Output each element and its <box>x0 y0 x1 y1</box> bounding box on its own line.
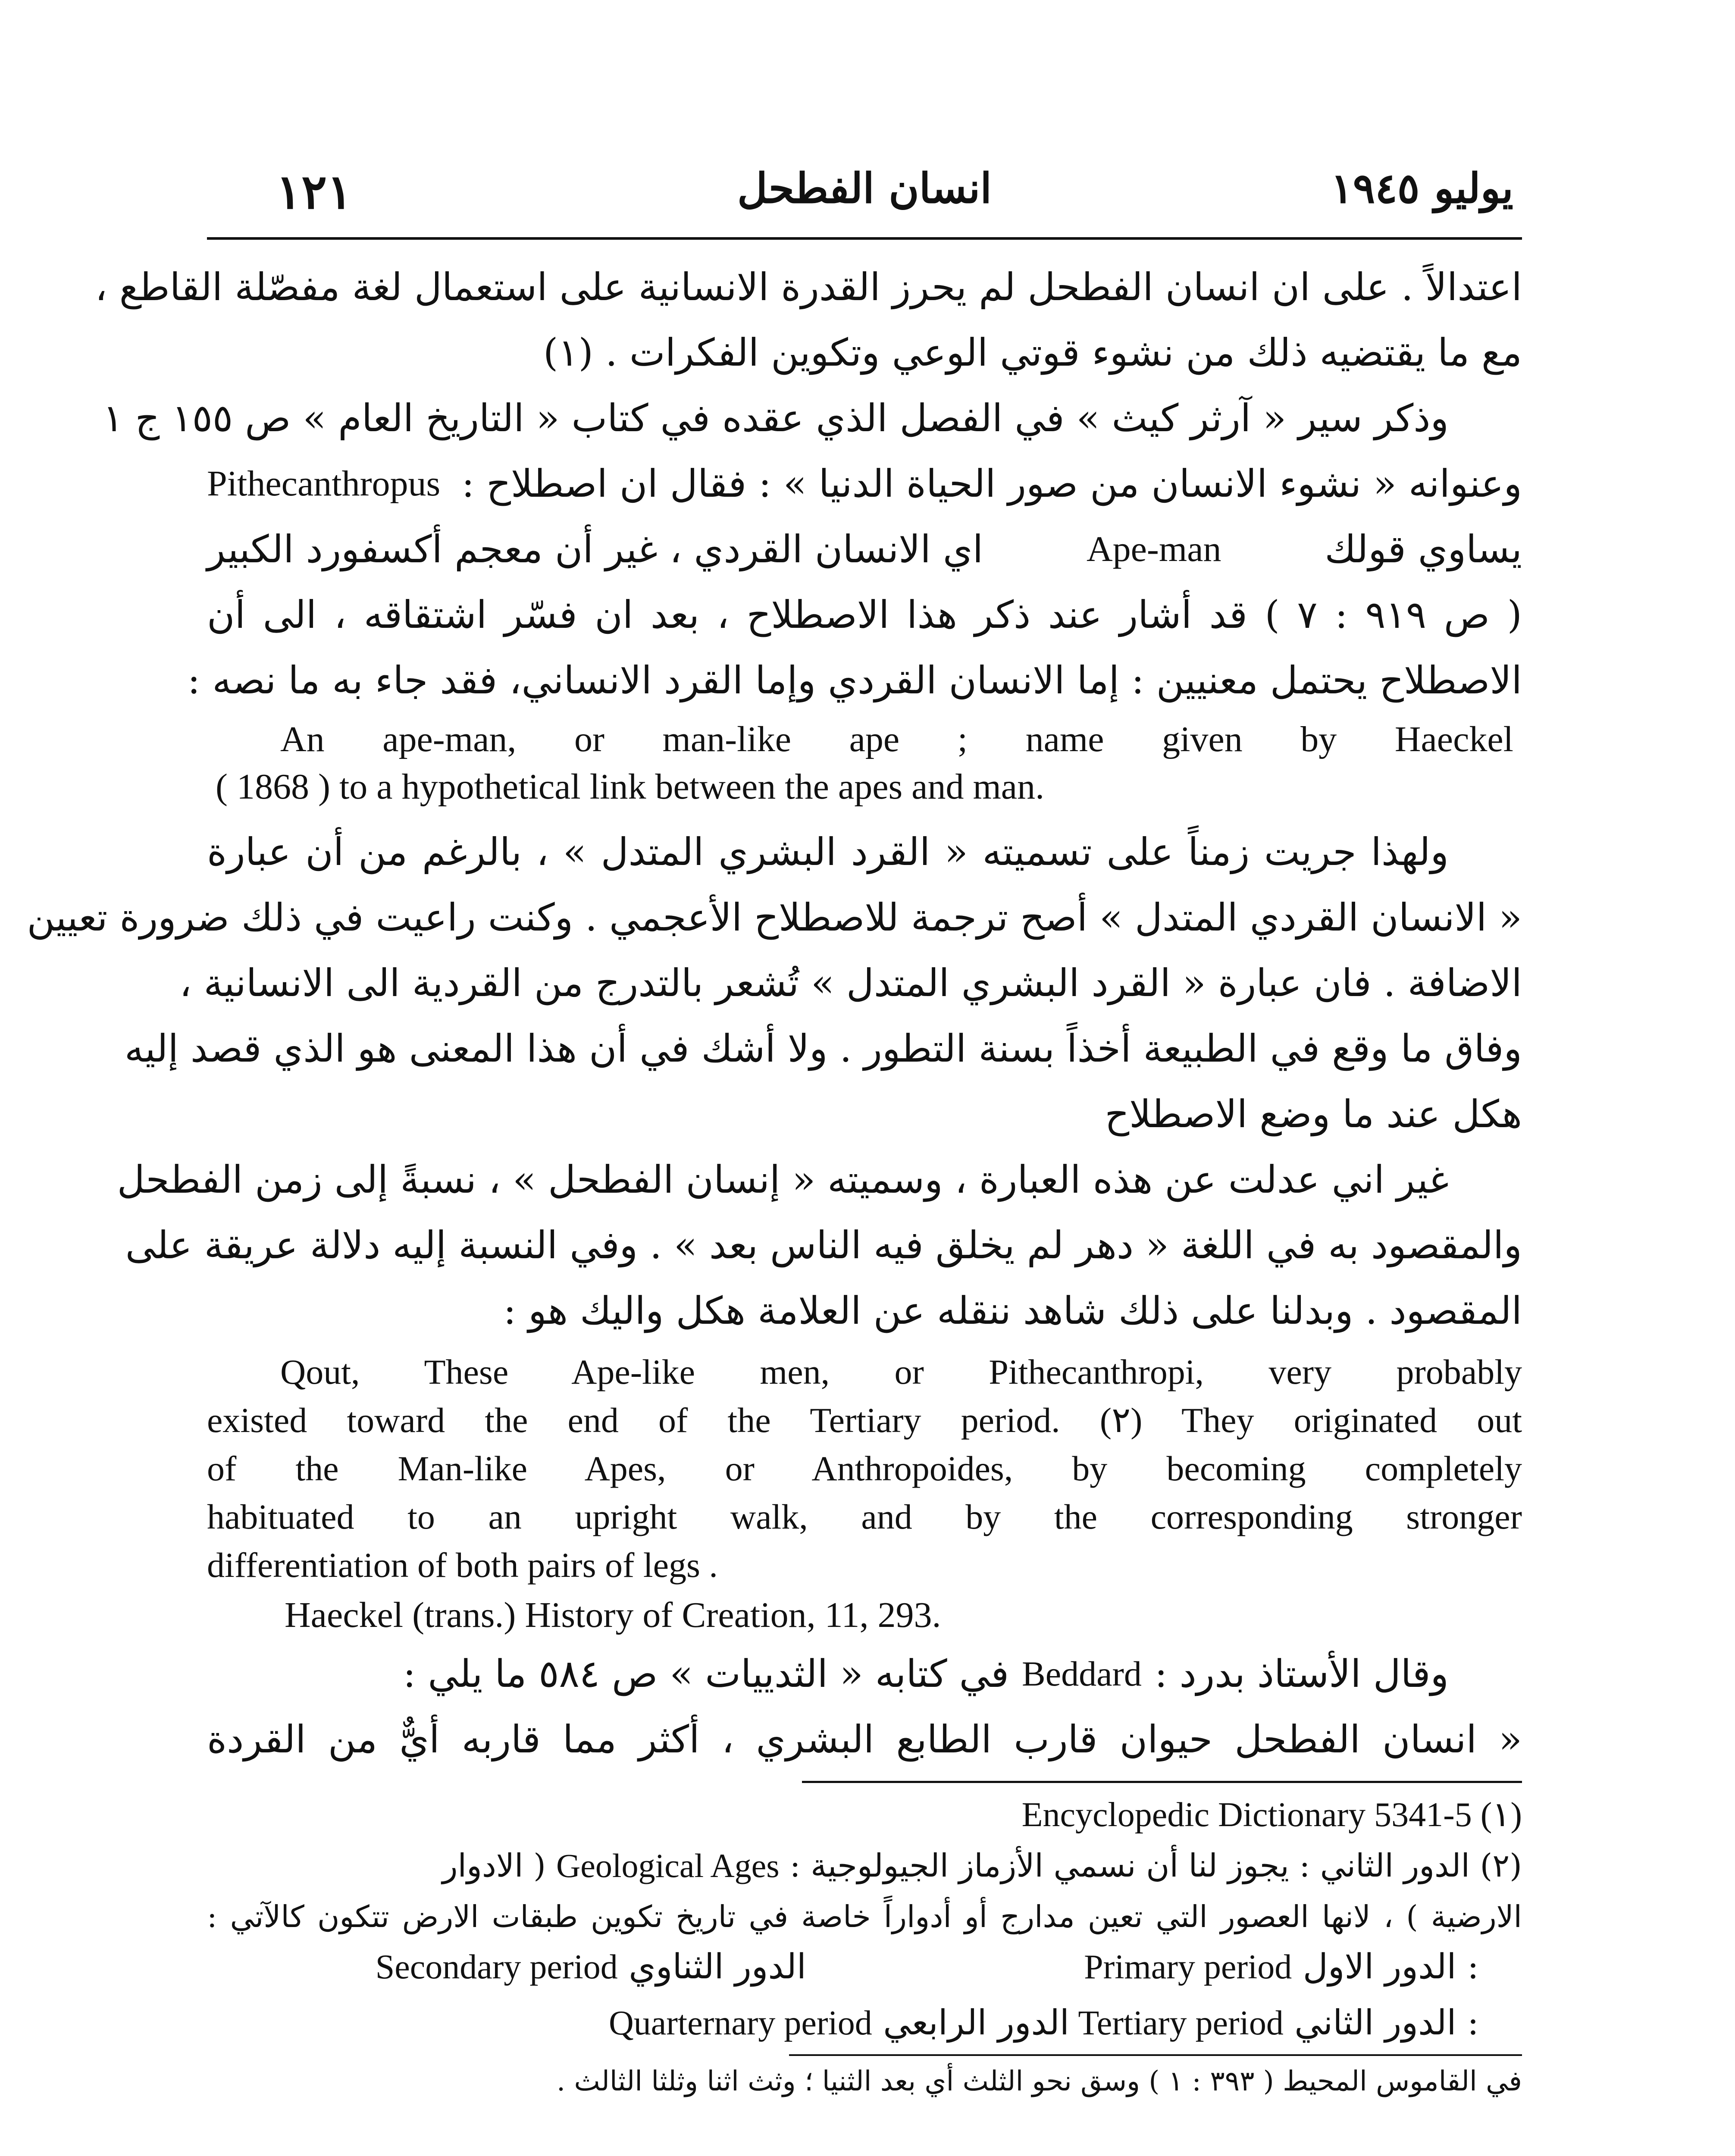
text-line <box>207 1641 1522 1707</box>
quote-line: differentiation of both pairs of legs . <box>207 1545 718 1585</box>
footnote-1: Encyclopedic Dictionary 5341-5 (١) <box>1021 1796 1522 1834</box>
quote-line: existed toward the end of the Tertiary period. (٢) They originated out <box>207 1401 1522 1440</box>
footnote-3: في القاموس المحيط ( ٣٩٣ : ١ ) وسق نحو الثلث أي بعد الثنيا ؛ وثث اثنا وثلثا الثالث . <box>556 2065 1522 2097</box>
text-line: « انسان الفطحل حيوان قارب الطابع البشري ، أكثر مما قاربه أيٌّ من القردة <box>207 1717 1522 1761</box>
text-line: ( ص ٩١٩ : ٧ ) قد أشار عند ذكر هذا الاصطلاح ، بعد ان فسّر اشتقاقه ، الى أن <box>207 592 1522 637</box>
text-line: هكل عند ما وضع الاصطلاح <box>1105 1092 1522 1136</box>
quote-line: An ape-man, or man-like ape ; name given by Haeckel <box>280 719 1513 759</box>
text-segment: في كتابه « الثدييات » ص ٥٨٤ ما يلي : <box>403 1651 1009 1696</box>
header-page-number: ١٢١ <box>276 164 353 219</box>
paragraph-1 <box>95 254 1522 385</box>
text-line: ولهذا جريت زمناً على تسميته « القرد البشري المتدل » ، بالرغم من أن عبارة <box>207 830 1449 874</box>
text-line: المقصود . وبدلنا على ذلك شاهد ننقله عن العلامة هكل واليك هو : <box>503 1288 1522 1333</box>
text-line: الاصطلاح يحتمل معنيين : إما الانسان القردي وإما القرد الانساني، فقد جاء به ما نصه : <box>187 658 1522 702</box>
text-line: وذكر سير « آرثر كيث » في الفصل الذي عقده في كتاب « التاريخ العام » ص ١٥٥ ج ١ <box>103 396 1449 440</box>
text-line: « الانسان القردي المتدل » أصح ترجمة للاصطلاح الأعجمي . وكنت راعيت في ذلك ضرورة تعيين <box>27 895 1522 940</box>
text-segment: (٢) الدور الثاني : يجوز لنا أن نسمي الأزماز الجيولوجية : <box>789 1847 1522 1884</box>
period-item <box>1078 2002 1479 2043</box>
period-ar: الدور الاول : <box>1303 1946 1479 1987</box>
period-ar: الدور الرابعي <box>883 2002 1069 2043</box>
text-line: وفاق ما وقع في الطبيعة أخذاً بسنة التطور . ولا أشك في أن هذا المعنى هو الذي قصد إليه <box>124 1026 1522 1071</box>
text-line: مع ما يقتضيه ذلك من نشوء قوتي الوعي وتكوين الفكرات . (١) <box>543 330 1522 375</box>
footnote-2-cont: الارضية ) ، لانها العصور التي تعين مدارج أو أدواراً خاصة في تاريخ تكوين طبقات الارض تتكون كالآتي : <box>207 1899 1522 1934</box>
header-date: يوليو ١٩٤٥ <box>1331 164 1513 213</box>
page-body <box>27 254 1522 2107</box>
period-item <box>609 2002 1069 2043</box>
haeckel-quote <box>207 1348 1522 1589</box>
text-segment: يساوي قولك <box>1325 527 1522 571</box>
period-ar: الدور الثاني : <box>1294 2002 1479 2043</box>
paragraph-2 <box>103 385 1522 713</box>
quote-line: habituated to an upright walk, and by the corresponding stronger <box>207 1497 1522 1536</box>
term-pithecanthropus: Pithecanthropus <box>207 464 441 504</box>
text-line: اعتدالاً . على ان انسان الفطحل لم يحرز القدرة الانسانية على استعمال لغة مفصّلة القاطع ، <box>95 265 1522 309</box>
period-ar: الدور الثناوي <box>629 1946 806 1987</box>
paragraph-5 <box>207 1641 1522 1772</box>
period-row <box>207 1942 1522 1998</box>
text-segment: اي الانسان القردي ، غير أن معجم أكسفورد الكبير <box>207 527 983 571</box>
footnote-separator-wrap <box>207 1772 1522 1789</box>
footnote-rule <box>802 1781 1522 1783</box>
document-page <box>27 155 1522 2156</box>
period-item <box>376 1946 806 1987</box>
footnote-2 <box>207 1840 1522 1891</box>
header-rule <box>207 237 1522 240</box>
period-item <box>1084 1946 1479 1987</box>
header-title: انسان الفطحل <box>737 164 992 213</box>
term-apeman: Ape-man <box>1086 529 1221 569</box>
text-line: والمقصود به في اللغة « دهر لم يخلق فيه الناس بعد » . وفي النسبة إليه دلالة عريقة على <box>125 1223 1522 1267</box>
text-line: الاضافة . فان عبارة « القرد البشري المتدل » تُشعر بالتدرج من القردية الى الانسانية ، <box>179 961 1522 1005</box>
oxford-quote <box>207 716 1522 811</box>
quote-line: of the Man-like Apes, or Anthropoides, by becoming completely <box>207 1449 1522 1488</box>
period-row <box>608 1998 1522 2056</box>
text-line: غير اني عدلت عن هذه العبارة ، وسميته « إنسان الفطحل » ، نسبةً إلى زمن الفطحل <box>117 1157 1449 1202</box>
quote-line: Qout, These Ape-like men, or Pithecanthropi, very probably <box>280 1352 1522 1391</box>
period-en: Quarternary period <box>608 2004 872 2042</box>
text-segment: وقال الأستاذ بدرد : <box>1154 1651 1449 1696</box>
paragraph-3 <box>27 819 1522 1147</box>
running-header <box>207 155 1522 233</box>
text-segment: وعنوانه « نشوء الانسان من صور الحياة الدنيا » : فقال ان اصطلاح : <box>461 461 1522 506</box>
period-en: Tertiary period <box>1078 2004 1284 2042</box>
quote-line: ( 1868 ) to a hypothetical link between the apes and man. <box>216 767 1045 807</box>
period-en: Primary period <box>1084 1948 1292 1986</box>
haeckel-citation: Haeckel (trans.) History of Creation, 11, 293. <box>285 1595 941 1635</box>
term-beddard: Beddard <box>1022 1654 1142 1693</box>
text-segment: ( الادوار <box>442 1847 546 1884</box>
term-geological-ages: Geological Ages <box>556 1847 780 1884</box>
text-line <box>207 517 1522 582</box>
paragraph-4 <box>117 1147 1522 1344</box>
period-en: Secondary period <box>375 1948 618 1986</box>
text-line <box>207 451 1522 517</box>
footnotes <box>207 1789 1522 2107</box>
